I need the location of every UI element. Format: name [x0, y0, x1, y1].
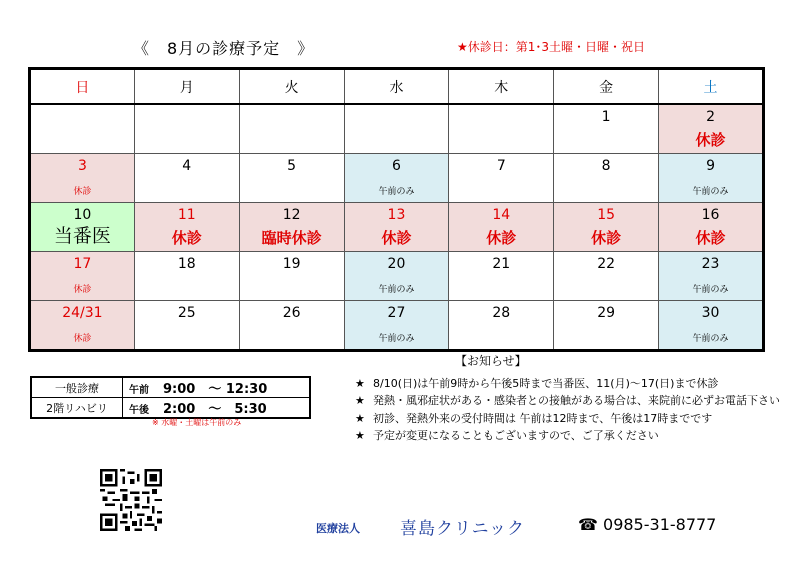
day-cell	[659, 301, 764, 351]
notice-item	[355, 393, 795, 408]
notice-list	[355, 376, 795, 445]
day-number: 11	[177, 207, 196, 223]
notice-item	[355, 411, 795, 426]
day-number: 16	[701, 207, 720, 223]
closed-days-note: ★休診日：第1･3土曜・日曜・祝日	[457, 40, 646, 54]
hours-note: ※ 水曜・土曜は午前のみ	[152, 418, 242, 427]
closed-label: 休診	[695, 229, 726, 247]
day-number: 5	[287, 158, 297, 174]
hours-time: 2:00 ～ 5:30	[163, 402, 267, 417]
closed-label: 休診	[73, 334, 92, 344]
closed-label: 休診	[591, 229, 622, 247]
day-cell	[239, 154, 344, 203]
notice-text: 予定が変更になることもございますので、ご了承ください	[373, 429, 659, 442]
day-number: 4	[182, 158, 192, 174]
day-number: 25	[177, 305, 196, 321]
week-row	[30, 203, 764, 252]
notice-item	[355, 428, 795, 443]
star-icon: ★	[355, 394, 365, 407]
day-cell	[554, 203, 659, 252]
closed-label: 休診	[381, 229, 412, 247]
day-cell	[344, 154, 449, 203]
day-number: 15	[597, 207, 616, 223]
day-number: 2	[706, 109, 715, 125]
day-number: 27	[387, 305, 406, 321]
day-cell	[659, 252, 764, 301]
day-cell	[134, 301, 239, 351]
day-cell	[30, 252, 135, 301]
day-cell	[239, 104, 344, 154]
closed-label: 休診	[73, 285, 92, 295]
calendar	[28, 67, 765, 352]
day-cell	[30, 203, 135, 252]
closed-label: 休診	[171, 229, 202, 247]
page-title: 《 8月の診療予定 》	[133, 39, 315, 58]
closed-label: 休診	[73, 187, 92, 197]
hours-table	[30, 376, 311, 419]
notice-text: 発熱・風邪症状がある・感染者との接触がある場合は、来院前に必ずお電話下さい	[373, 394, 780, 407]
qr-code-icon[interactable]	[100, 469, 162, 531]
morning-only-label: 午前のみ	[692, 334, 729, 344]
day-cell	[134, 203, 239, 252]
star-icon: ★	[355, 412, 365, 425]
phone-number[interactable]: ☎ 0985-31-8777	[578, 515, 717, 534]
day-number: 26	[282, 305, 301, 321]
weekday-thu: 木	[449, 69, 554, 105]
day-cell	[659, 154, 764, 203]
notice-item	[355, 376, 795, 391]
duty-doctor-label: 当番医	[53, 225, 111, 247]
day-cell	[30, 301, 135, 351]
day-number: 19	[282, 256, 301, 272]
closed-label: 休診	[486, 229, 517, 247]
notice-text: 8/10(日)は午前9時から午後5時まで当番医、11(月)～17(日)まで休診	[373, 377, 719, 390]
temporary-closed-label: 臨時休診	[261, 229, 322, 247]
clinic-name: 喜島クリニック	[400, 519, 525, 539]
day-number: 13	[387, 207, 406, 223]
day-cell	[344, 301, 449, 351]
star-icon: ★	[355, 377, 365, 390]
day-cell	[344, 104, 449, 154]
day-number: 1	[601, 109, 611, 125]
morning-only-label: 午前のみ	[378, 334, 415, 344]
day-cell	[449, 252, 554, 301]
day-number: 8	[601, 158, 611, 174]
day-cell	[239, 301, 344, 351]
week-row	[30, 154, 764, 203]
hours-time-cell	[123, 377, 311, 398]
weekday-mon: 月	[134, 69, 239, 105]
day-cell	[239, 203, 344, 252]
day-cell	[449, 154, 554, 203]
day-number: 10	[73, 207, 92, 223]
day-cell	[554, 252, 659, 301]
day-number: 3	[77, 158, 87, 174]
day-cell	[344, 203, 449, 252]
week-row	[30, 252, 764, 301]
day-cell	[659, 104, 764, 154]
week-row	[30, 104, 764, 154]
day-cell	[449, 203, 554, 252]
weekday-fri: 金	[554, 69, 659, 105]
star-icon: ★	[355, 429, 365, 442]
weekday-sun: 日	[30, 69, 135, 105]
day-number: 21	[492, 256, 511, 272]
day-cell	[134, 104, 239, 154]
day-number: 29	[597, 305, 616, 321]
hours-time-cell	[123, 398, 311, 419]
day-number: 18	[177, 256, 196, 272]
hours-row	[31, 398, 310, 419]
day-cell	[554, 154, 659, 203]
day-cell	[30, 154, 135, 203]
period-label: 午後	[129, 405, 149, 416]
day-number: 17	[73, 256, 92, 272]
day-cell	[449, 301, 554, 351]
day-cell	[30, 104, 135, 154]
period-label: 午前	[129, 385, 149, 396]
day-number: 24/31	[62, 305, 103, 321]
morning-only-label: 午前のみ	[692, 285, 729, 295]
day-number: 14	[492, 207, 511, 223]
hours-label: 2階リハビリ	[31, 398, 123, 419]
weekday-tue: 火	[239, 69, 344, 105]
notice-text: 初診、発熱外来の受付時間は 午前は12時まで、午後は17時までです	[373, 412, 713, 425]
day-number: 23	[701, 256, 720, 272]
day-cell	[239, 252, 344, 301]
day-number: 28	[492, 305, 511, 321]
day-number: 6	[391, 158, 401, 174]
week-row	[30, 301, 764, 351]
day-number: 9	[706, 158, 715, 174]
day-cell	[344, 252, 449, 301]
day-number: 20	[387, 256, 406, 272]
hours-row	[31, 377, 310, 398]
morning-only-label: 午前のみ	[692, 187, 729, 197]
day-cell	[554, 104, 659, 154]
day-number: 12	[282, 207, 301, 223]
day-number: 22	[597, 256, 616, 272]
weekday-sat: 土	[659, 69, 764, 105]
hours-label: 一般診療	[31, 377, 123, 398]
footer-org-type: 医療法人	[316, 522, 360, 535]
day-cell	[134, 252, 239, 301]
day-cell	[659, 203, 764, 252]
day-number: 7	[496, 158, 506, 174]
day-cell	[134, 154, 239, 203]
notice-heading: 【お知らせ】	[455, 354, 527, 368]
day-cell	[449, 104, 554, 154]
weekday-wed: 水	[344, 69, 449, 105]
weekday-header-row	[30, 69, 764, 105]
day-cell	[554, 301, 659, 351]
morning-only-label: 午前のみ	[378, 285, 415, 295]
day-number: 30	[701, 305, 720, 321]
morning-only-label: 午前のみ	[378, 187, 415, 197]
closed-label: 休診	[695, 131, 726, 149]
hours-time: 9:00 ～ 12:30	[163, 382, 268, 397]
